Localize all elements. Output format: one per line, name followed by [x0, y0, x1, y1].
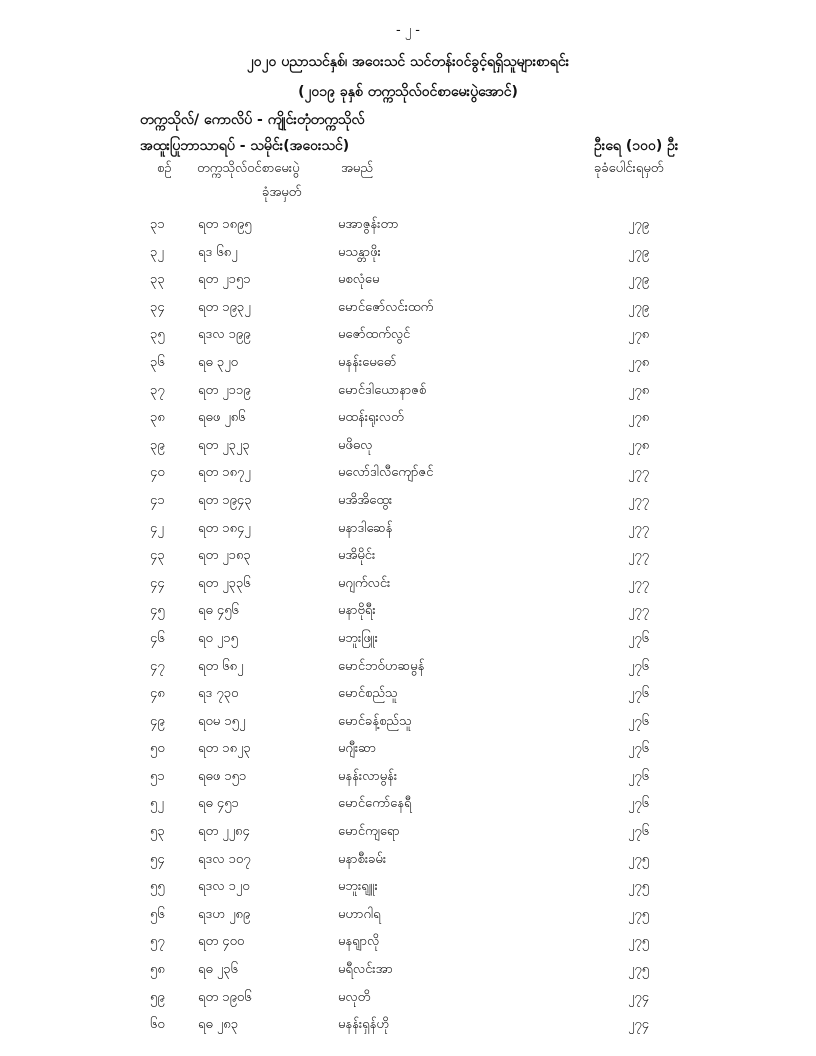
- student-name: မစလုံမေ: [338, 272, 380, 288]
- row-number: ၄၁: [150, 492, 165, 508]
- student-name: မဟာဂါရ: [338, 906, 381, 922]
- row-number: ၃၈: [150, 410, 165, 426]
- table-row: [0, 295, 816, 323]
- roll-number: ရဒလ ၁၂၀: [198, 879, 250, 895]
- row-number: ၅၁: [150, 768, 165, 784]
- row-number: ၅၃: [150, 824, 165, 840]
- roll-number: ရတ ၁၈၇၂: [198, 465, 251, 481]
- score: ၂၇၇: [628, 465, 650, 481]
- score: ၂၇၆: [628, 658, 650, 674]
- score: ၂၇၆: [628, 796, 650, 812]
- student-name: မောင်စည်သူ: [338, 686, 398, 702]
- score: ၂၇၈: [628, 437, 650, 453]
- table-row: [0, 378, 816, 406]
- score: ၂၇၄: [628, 1017, 650, 1033]
- table-row: [0, 819, 816, 847]
- score: ၂၇၇: [628, 520, 650, 536]
- page-number: - ၂ -: [395, 23, 421, 38]
- table-row: [0, 791, 816, 819]
- student-name: မောင်ဘဝ်ဟဆမွန်: [338, 658, 425, 674]
- roll-number: ရဒဟ ၂၈၉: [198, 906, 251, 922]
- student-name: မဂျီးဆာ: [338, 741, 377, 757]
- score: ၂၇၇: [628, 575, 650, 591]
- row-number: ၃၄: [150, 299, 165, 315]
- table-row: [0, 488, 816, 516]
- table-row: [0, 874, 816, 902]
- roll-number: ရဓ ၂၈၃: [198, 1017, 239, 1033]
- subject-line: အထူးပြုဘာသာရပ် - သမိုင်း(အဝေးသင်): [140, 138, 350, 154]
- roll-number: ရတ ၂၂၈၄: [198, 824, 250, 840]
- row-number: ၄၅: [150, 603, 165, 619]
- roll-number: ရတ ၄၀၀: [198, 934, 245, 950]
- row-number: ၅၉: [150, 989, 165, 1005]
- table-row: [0, 957, 816, 985]
- row-number: ၄၂: [150, 520, 164, 536]
- score: ၂၇၆: [628, 713, 650, 729]
- score: ၂၇၅: [628, 962, 650, 978]
- roll-number: ရဒလ ၁၀၇: [198, 851, 251, 867]
- score: ၂၇၉: [628, 272, 650, 288]
- row-number: ၅၂: [150, 796, 164, 812]
- score: ၂၇၅: [628, 934, 650, 950]
- row-number: ၃၁: [150, 217, 165, 232]
- score: ၂၇၉: [628, 244, 650, 260]
- student-name: မောင်ဒါယောနာဇစ်: [338, 382, 427, 398]
- score: ၂၇၆: [628, 686, 650, 702]
- roll-number: ရတ ၂၃၃၆: [198, 575, 251, 591]
- score: ၂၇၇: [628, 492, 650, 508]
- student-name: မဂျက်လင်း: [338, 575, 391, 591]
- row-number: ၃၂: [150, 244, 164, 260]
- score: ၂၇၆: [628, 768, 650, 784]
- column-header-name: အမည်: [341, 161, 373, 176]
- table-row: [0, 764, 816, 792]
- student-name: မဖိဓလု: [338, 437, 373, 453]
- row-number: ၅၇: [150, 934, 165, 950]
- table-row: [0, 322, 816, 350]
- roll-number: ရဓ ၃၂၀: [198, 354, 238, 370]
- score: ၂၇၆: [628, 630, 650, 646]
- roll-number: ရတ ၁၉၀၆: [198, 989, 252, 1005]
- student-list: [0, 212, 816, 1040]
- student-name: မအိအိထွေး: [338, 492, 393, 508]
- student-name: မအိမိုင်း: [338, 548, 376, 564]
- score: ၂၇၅: [628, 879, 650, 895]
- roll-number: ရတ ၂၁၅၁: [198, 272, 251, 288]
- roll-number: ရဒ ၆၈၂: [198, 244, 238, 260]
- student-name: မသန္တာဖိုး: [338, 244, 381, 260]
- row-number: ၄၆: [150, 630, 165, 646]
- student-name: မောင်ခန့်စည်သူ: [338, 713, 412, 729]
- row-number: ၅၀: [150, 741, 165, 757]
- row-number: ၃၅: [150, 327, 165, 343]
- score: ၂၇၅: [628, 851, 650, 867]
- score: ၂၇၉: [628, 299, 650, 315]
- student-name: မနရျာလို: [338, 934, 380, 950]
- student-name: မရီလင်းအာ: [338, 962, 393, 978]
- table-row: [0, 571, 816, 599]
- row-number: ၅၄: [150, 851, 165, 867]
- table-row: [0, 598, 816, 626]
- roll-number: ရဝမ ၁၅၂: [198, 713, 246, 729]
- score: ၂၇၈: [628, 410, 650, 426]
- table-row: [0, 460, 816, 488]
- table-row: [0, 709, 816, 737]
- student-name: မလုတိ: [338, 989, 371, 1005]
- score: ၂၇၉: [628, 217, 650, 232]
- score: ၂၇၈: [628, 354, 650, 370]
- roll-number: ရဒလ ၁၉၉: [198, 327, 251, 343]
- roll-number: ရဒ ၇၃၀: [198, 686, 239, 702]
- quota-line: ဦးရေ (၁၀၀) ဦး: [594, 138, 679, 154]
- row-number: ၃၇: [150, 382, 165, 398]
- table-row: [0, 929, 816, 957]
- row-number: ၅၈: [150, 962, 165, 978]
- table-row: [0, 267, 816, 295]
- document-subtitle: (၂၀၁၉ ခုနှစ် တက္ကသိုလ်ဝင်စာမေးပွဲအောင်): [298, 84, 518, 100]
- roll-number: ရဝ ၂၁၅: [198, 630, 238, 646]
- column-header-no: စဉ်: [157, 161, 172, 176]
- column-header-roll-line2: ခုံအမှတ်: [262, 185, 302, 200]
- roll-number: ရတ ၁၉၃၂: [198, 299, 251, 315]
- roll-number: ရဓ ၄၅၁: [198, 796, 239, 812]
- score: ၂၇၇: [628, 603, 650, 619]
- row-number: ၆၀: [150, 1017, 165, 1033]
- student-name: မောင်ကျရော: [338, 824, 400, 840]
- roll-number: ရတ ၂၁၁၉: [198, 382, 251, 398]
- table-row: [0, 847, 816, 875]
- score: ၂၇၆: [628, 741, 650, 757]
- score: ၂၇၅: [628, 906, 650, 922]
- row-number: ၄၀: [150, 465, 165, 481]
- table-row: [0, 736, 816, 764]
- column-header-score: ခုခံပေါင်းရမှတ်: [594, 161, 664, 176]
- score: ၂၇၆: [628, 824, 650, 840]
- student-name: မနာဗိုရီး: [338, 603, 376, 619]
- roll-number: ရတ ၁၈၄၂: [198, 520, 251, 536]
- roll-number: ရဓ ၂၃၆: [198, 962, 238, 978]
- student-name: မောင်ဇော်လင်းထက်: [338, 299, 434, 315]
- row-number: ၄၇: [150, 658, 165, 674]
- row-number: ၄၄: [150, 575, 165, 591]
- table-row: [0, 681, 816, 709]
- student-name: မနန်းမေဓော်: [338, 354, 397, 370]
- table-row: [0, 1012, 816, 1040]
- student-name: မထန်းရုးလတ်: [338, 410, 404, 426]
- table-row: [0, 433, 816, 461]
- student-name: မနန်းရှန်ဟို: [338, 1017, 390, 1033]
- score: ၂၇၈: [628, 382, 650, 398]
- roll-number: ရတ ၆၈၂: [198, 658, 244, 674]
- row-number: ၃၆: [150, 354, 165, 370]
- row-number: ၄၃: [150, 548, 165, 564]
- university-line: တက္ကသိုလ်/ ကောလိပ် - ကျိုင်းတုံတက္ကသိုလ်: [140, 112, 365, 128]
- row-number: ၄၈: [150, 686, 165, 702]
- student-name: မနန်းလာမွန်း: [338, 768, 398, 784]
- score: ၂၇၄: [628, 989, 650, 1005]
- roll-number: ရတ ၁၈၉၅: [198, 217, 252, 232]
- student-name: မအာဇွန်းတာ: [338, 217, 399, 232]
- student-name: မနာဒါဆေန်: [338, 520, 393, 536]
- table-row: [0, 985, 816, 1013]
- roll-number: ရဓ ၄၅၆: [198, 603, 239, 619]
- table-row: [0, 212, 816, 240]
- student-name: မောင်ကော်နေရီ: [338, 796, 412, 812]
- table-row: [0, 516, 816, 544]
- roll-number: ရတ ၂၁၈၃: [198, 548, 251, 564]
- student-name: မနာစီးခမ်း: [338, 851, 387, 867]
- table-row: [0, 902, 816, 930]
- roll-number: ရတ ၂၃၂၃: [198, 437, 250, 453]
- table-row: [0, 240, 816, 268]
- roll-number: ရဓဖ ၂၈၆: [198, 410, 246, 426]
- row-number: ၃၃: [150, 272, 165, 288]
- student-name: မဘူးဖြူး: [338, 630, 378, 646]
- roll-number: ရတ ၁၈၂၃: [198, 741, 251, 757]
- student-name: မလော်ဒါလီကျော်ဇင်: [338, 465, 434, 481]
- row-number: ၅၆: [150, 906, 165, 922]
- table-row: [0, 350, 816, 378]
- column-header-roll: တက္ကသိုလ်ဝင်စာမေးပွဲ: [197, 161, 300, 176]
- student-name: မဇော်ထက်လွင်: [338, 327, 411, 343]
- table-row: [0, 405, 816, 433]
- row-number: ၅၅: [150, 879, 165, 895]
- table-row: [0, 654, 816, 682]
- table-row: [0, 626, 816, 654]
- student-name: မဘူးရျူး: [338, 879, 378, 895]
- score: ၂၇၈: [628, 327, 650, 343]
- roll-number: ရတ ၁၉၄၃: [198, 492, 252, 508]
- row-number: ၃၉: [150, 437, 165, 453]
- document-title: ၂၀၂၀ ပညာသင်နှစ်၊ အဝေးသင် သင်တန်းဝင်ခွင့်ရရှိသူများစာရင်း: [246, 54, 570, 70]
- table-row: [0, 543, 816, 571]
- row-number: ၄၉: [150, 713, 165, 729]
- score: ၂၇၇: [628, 548, 650, 564]
- roll-number: ရဓဖ ၁၅၁: [198, 768, 247, 784]
